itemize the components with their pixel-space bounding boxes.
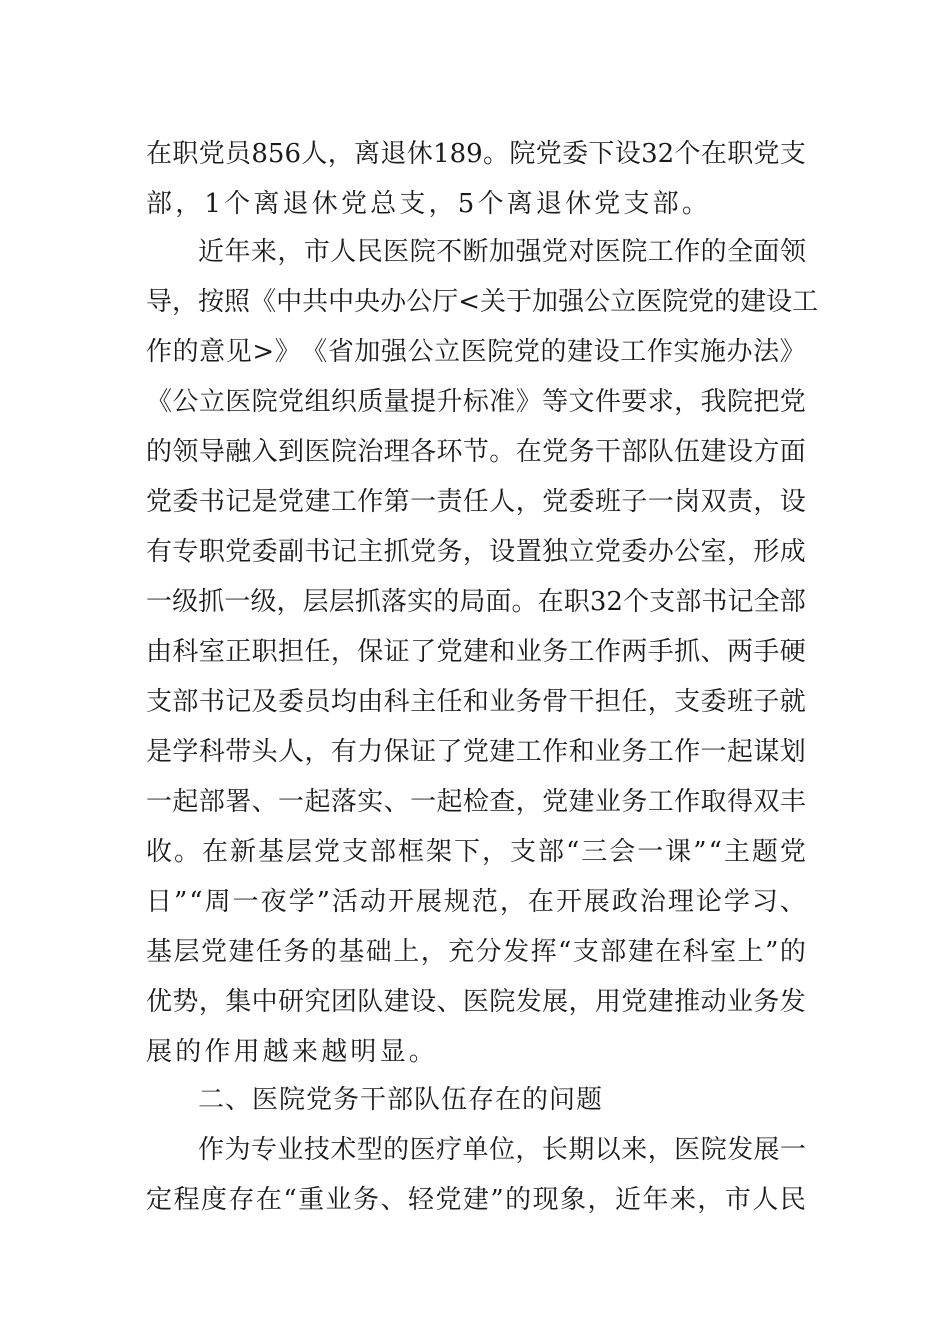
text-line: 一 起 部 署 、 一 起 落 实 、 一 起 检 查 ， 党 建 业 务 工 作 取 得 双 丰 (146, 787, 806, 817)
text-line: 展的作用越来越明显。 (146, 1037, 439, 1067)
text-line: 收 。 在 新 基 层 党 支 部 框 架 下 ， 支 部 “ 三 会 一 课 ” “ 主 题 党 (146, 837, 806, 867)
text-line: 优 势 ， 集 中 研 究 团 队 建 设 、 医 院 发 展 ， 用 党 建 推 动 业 务 发 (146, 987, 806, 1017)
text-line: 的 领 导 融 入 到 医 院 治 理 各 环 节 。 在 党 务 干 部 队 伍 建 设 方 面 (146, 437, 806, 467)
text-line: 基 层 党 建 任 务 的 基 础 上 ， 充 分 发 挥 “ 支 部 建 在 科 室 上 ” 的 (146, 937, 806, 967)
text-line: 支 部 书 记 及 委 员 均 由 科 主 任 和 业 务 骨 干 担 任 ， 支 委 班 子 就 (146, 687, 806, 717)
text-line: 近 年 来 ， 市 人 民 医 院 不 断 加 强 党 对 医 院 工 作 的 全 面 领 (198, 237, 806, 267)
text-line: 作 的 意 见 > 》 《 省 加 强 公 立 医 院 党 的 建 设 工 作 实 施 办 法 》 (146, 337, 806, 367)
text-line: 《 公 立 医 院 党 组 织 质 量 提 升 标 准 》 等 文 件 要 求 ， 我 院 把 党 (146, 387, 806, 417)
text-line: 有 专 职 党 委 副 书 记 主 抓 党 务 ， 设 置 独 立 党 委 办 公 室 ， 形 成 (146, 537, 806, 567)
text-line: 在 职 党 员 856 人 ， 离 退 休 189 。 院 党 委 下 设 32 个 在 职 党 支 (146, 139, 806, 169)
text-line: 作 为 专 业 技 术 型 的 医 疗 单 位 ， 长 期 以 来 ， 医 院 发 展 一 (198, 1135, 806, 1165)
text-line: 是 学 科 带 头 人 ， 有 力 保 证 了 党 建 工 作 和 业 务 工 作 一 起 谋 划 (146, 737, 806, 767)
text-line: 定 程 度 存 在 “ 重 业 务 、 轻 党 建 ” 的 现 象 ， 近 年 来 ， 市 人 民 (146, 1185, 806, 1215)
text-line: 导 ， 按 照 《 中 共 中 央 办 公 厅 < 关 于 加 强 公 立 医 院 党 的 建 设 工 (146, 287, 819, 317)
text-line: 由 科 室 正 职 担 任 ， 保 证 了 党 建 和 业 务 工 作 两 手 抓 、 两 手 硬 (146, 637, 806, 667)
section-heading: 二、医院党务干部队伍存在的问题 (198, 1085, 604, 1115)
text-line: 部，1个离退休党总支，5个离退休党支部。 (146, 189, 712, 219)
text-line: 日 ” “ 周 一 夜 学 ” 活 动 开 展 规 范 ， 在 开 展 政 治 理 论 学 习 、 (146, 887, 806, 917)
text-line: 一 级 抓 一 级 ， 层 层 抓 落 实 的 局 面 。 在 职 32 个 支 部 书 记 全 部 (146, 587, 806, 617)
text-line: 党 委 书 记 是 党 建 工 作 第 一 责 任 人 ， 党 委 班 子 一 岗 双 责 ， 设 (146, 487, 806, 517)
